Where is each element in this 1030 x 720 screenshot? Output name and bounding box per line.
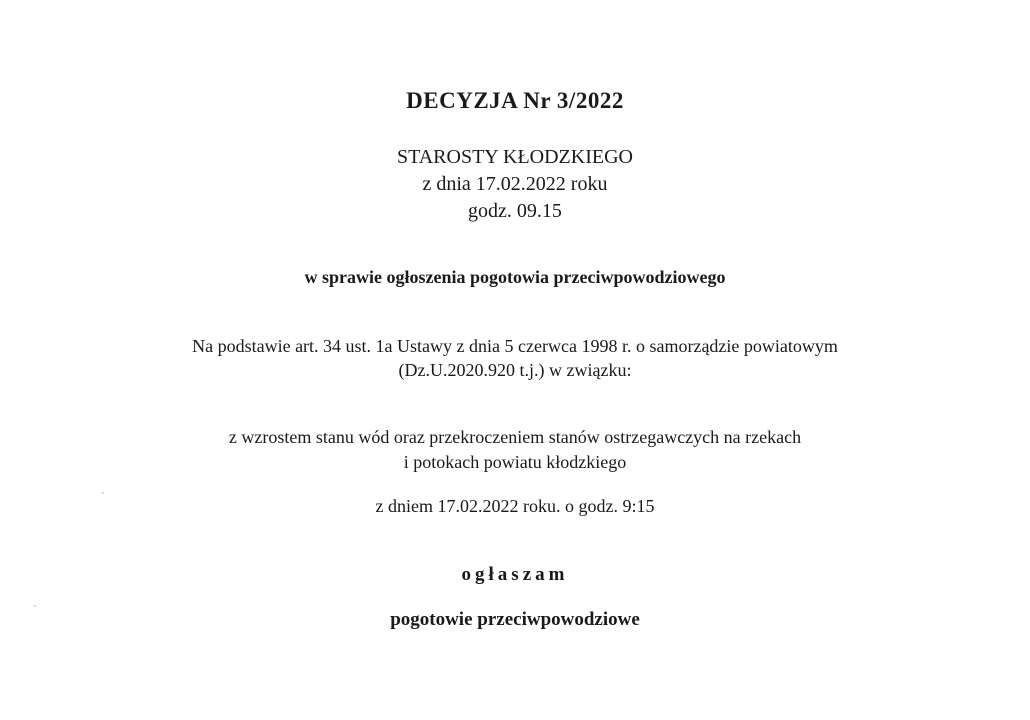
decision-subject: w sprawie ogłoszenia pogotowia przeciwpowodziowego (304, 267, 726, 287)
decision-statement: pogotowie przeciwpowodziowe (390, 609, 640, 630)
legal-basis-line-1: Na podstawie art. 34 ust. 1a Ustawy z dnia 5 czerwca 1998 r. o samorządzie powiatowym (192, 336, 838, 356)
effective-date: z dniem 17.02.2022 roku. o godz. 9:15 (375, 496, 655, 516)
legal-basis-line-2: (Dz.U.2020.920 t.j.) w związku: (398, 360, 632, 380)
decision-date: z dnia 17.02.2022 roku (422, 173, 608, 195)
reason-line-1: z wzrostem stanu wód oraz przekroczeniem stanów ostrzegawczych na rzekach (228, 427, 802, 447)
announcement-word: ogłaszam (461, 564, 569, 585)
scan-speck (102, 492, 104, 494)
issuing-authority: STAROSTY KŁODZKIEGO (397, 146, 633, 168)
reason-line-2: i potokach powiatu kłodzkiego (403, 452, 627, 472)
decision-time: godz. 09.15 (468, 200, 562, 222)
decision-title: DECYZJA Nr 3/2022 (406, 88, 624, 113)
scan-speck (34, 605, 36, 607)
